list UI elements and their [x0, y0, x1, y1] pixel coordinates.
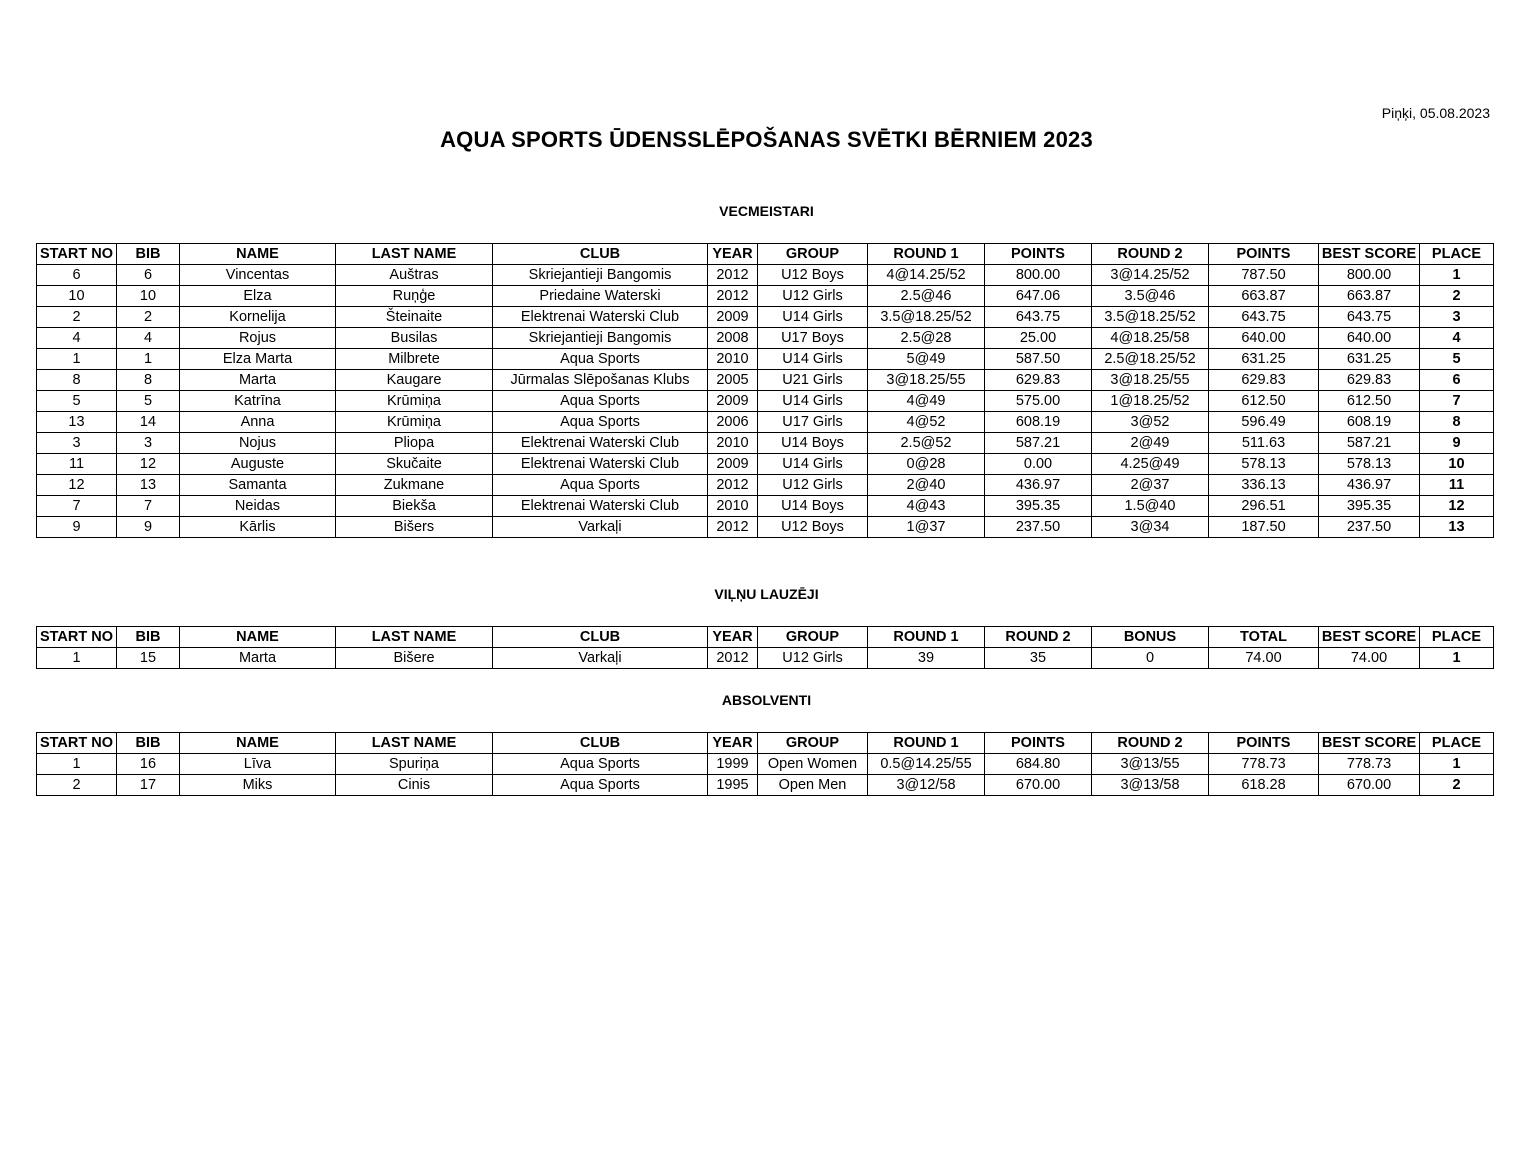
column-header: GROUP [758, 244, 868, 265]
table-row [37, 370, 1494, 391]
table-cell: 74.00 [1319, 648, 1420, 669]
table-cell: 74.00 [1209, 648, 1319, 669]
table-cell: Open Women [758, 754, 868, 775]
column-header: BEST SCORE [1319, 627, 1420, 648]
table-cell: Elektrenai Waterski Club [493, 454, 708, 475]
table-cell: 1 [1420, 754, 1494, 775]
table-cell: U17 Boys [758, 328, 868, 349]
table-cell: 2.5@52 [868, 433, 985, 454]
table-cell: 15 [117, 648, 180, 669]
table-cell: 629.83 [985, 370, 1092, 391]
table-cell: 13 [37, 412, 117, 433]
column-header: BIB [117, 627, 180, 648]
table-row [37, 496, 1494, 517]
table-cell: 2 [1420, 775, 1494, 796]
column-header: BEST SCORE [1319, 244, 1420, 265]
table-cell: 1@37 [868, 517, 985, 538]
table-row [37, 349, 1494, 370]
table-cell: 2 [117, 307, 180, 328]
table-cell: 237.50 [1319, 517, 1420, 538]
table-cell: 9 [1420, 433, 1494, 454]
table-cell: 2 [1420, 286, 1494, 307]
table-cell: 2006 [708, 412, 758, 433]
table-cell: 8 [117, 370, 180, 391]
table-row [37, 286, 1494, 307]
table-cell: Aqua Sports [493, 349, 708, 370]
table-cell: 2010 [708, 496, 758, 517]
table-row [37, 775, 1494, 796]
column-header: BONUS [1092, 627, 1209, 648]
table-cell: 0.00 [985, 454, 1092, 475]
column-header: START NO [37, 627, 117, 648]
table-cell: 187.50 [1209, 517, 1319, 538]
table-cell: 1@18.25/52 [1092, 391, 1209, 412]
table-cell: Aqua Sports [493, 391, 708, 412]
table-cell: 6 [37, 265, 117, 286]
table-cell: Bišere [336, 648, 493, 669]
table-cell: Bišers [336, 517, 493, 538]
section-title-absolventi: ABSOLVENTI [721, 692, 812, 708]
table-cell: 6 [117, 265, 180, 286]
table-header-row [37, 627, 1494, 648]
column-header: LAST NAME [336, 627, 493, 648]
table-cell: Katrīna [180, 391, 336, 412]
table-cell: 587.21 [1319, 433, 1420, 454]
table-cell: 2@37 [1092, 475, 1209, 496]
table-cell: Kornelija [180, 307, 336, 328]
table-cell: 3@13/55 [1092, 754, 1209, 775]
table-cell: Neidas [180, 496, 336, 517]
table-cell: 8 [1420, 412, 1494, 433]
table-cell: 25.00 [985, 328, 1092, 349]
table-cell: 16 [117, 754, 180, 775]
table-cell: Varkaļi [493, 517, 708, 538]
table-row [37, 391, 1494, 412]
table-cell: 587.21 [985, 433, 1092, 454]
column-header: NAME [180, 244, 336, 265]
table-cell: 2012 [708, 286, 758, 307]
column-header: CLUB [493, 244, 708, 265]
table-row [37, 475, 1494, 496]
table-cell: U14 Girls [758, 454, 868, 475]
table-cell: 787.50 [1209, 265, 1319, 286]
table-cell: 2009 [708, 454, 758, 475]
table-cell: 0 [1092, 648, 1209, 669]
table-cell: Busilas [336, 328, 493, 349]
table-cell: Aqua Sports [493, 754, 708, 775]
table-cell: Auguste [180, 454, 336, 475]
table-cell: 10 [1420, 454, 1494, 475]
table-cell: Līva [180, 754, 336, 775]
table-cell: 663.87 [1209, 286, 1319, 307]
table-cell: U12 Boys [758, 265, 868, 286]
table-cell: 1 [1420, 265, 1494, 286]
table-cell: Auštras [336, 265, 493, 286]
column-header: ROUND 1 [868, 627, 985, 648]
table-cell: 631.25 [1209, 349, 1319, 370]
table-cell: Skriejantieji Bangomis [493, 328, 708, 349]
section-title-vecmeistari: VECMEISTARI [719, 203, 814, 219]
table-cell: Krūmiņa [336, 412, 493, 433]
table-cell: Aqua Sports [493, 412, 708, 433]
table-cell: 3@34 [1092, 517, 1209, 538]
column-header: POINTS [985, 733, 1092, 754]
table-cell: 5 [117, 391, 180, 412]
column-header: NAME [180, 627, 336, 648]
column-header: YEAR [708, 244, 758, 265]
table-cell: 2.5@28 [868, 328, 985, 349]
table-cell: 10 [117, 286, 180, 307]
table-cell: 17 [117, 775, 180, 796]
table-cell: 4 [37, 328, 117, 349]
table-cell: 1 [37, 648, 117, 669]
table-cell: 670.00 [985, 775, 1092, 796]
column-header: GROUP [758, 627, 868, 648]
table-cell: 3@18.25/55 [1092, 370, 1209, 391]
column-header: GROUP [758, 733, 868, 754]
table-row [37, 412, 1494, 433]
date-location: Piņķi, 05.08.2023 [1381, 105, 1490, 121]
table-cell: 2010 [708, 349, 758, 370]
column-header: YEAR [708, 733, 758, 754]
table-cell: 7 [1420, 391, 1494, 412]
table-cell: 1999 [708, 754, 758, 775]
table-cell: 336.13 [1209, 475, 1319, 496]
table-cell: 3 [117, 433, 180, 454]
table-cell: 2@49 [1092, 433, 1209, 454]
section-title-vilnu-lauzeji: VIĻŅU LAUZĒJI [714, 586, 819, 602]
table-cell: 4.25@49 [1092, 454, 1209, 475]
table-cell: Kaugare [336, 370, 493, 391]
table-cell: 2012 [708, 265, 758, 286]
table-cell: Spuriņa [336, 754, 493, 775]
table-cell: 6 [1420, 370, 1494, 391]
table-cell: Jūrmalas Slēpošanas Klubs [493, 370, 708, 391]
table-cell: 3 [37, 433, 117, 454]
table-cell: Priedaine Waterski [493, 286, 708, 307]
table-cell: Krūmiņa [336, 391, 493, 412]
table-row [37, 517, 1494, 538]
table-cell: 643.75 [985, 307, 1092, 328]
column-header: ROUND 1 [868, 733, 985, 754]
table-cell: Kārlis [180, 517, 336, 538]
column-header: ROUND 1 [868, 244, 985, 265]
table-cell: 4@52 [868, 412, 985, 433]
table-cell: Rojus [180, 328, 336, 349]
table-cell: 1995 [708, 775, 758, 796]
table-cell: 3@13/58 [1092, 775, 1209, 796]
table-cell: 643.75 [1209, 307, 1319, 328]
table-cell: 296.51 [1209, 496, 1319, 517]
column-header: BIB [117, 733, 180, 754]
table-cell: Samanta [180, 475, 336, 496]
column-header: CLUB [493, 733, 708, 754]
table-cell: 640.00 [1209, 328, 1319, 349]
table-cell: 629.83 [1209, 370, 1319, 391]
table-cell: 3@18.25/55 [868, 370, 985, 391]
table-cell: 612.50 [1319, 391, 1420, 412]
table-cell: 436.97 [985, 475, 1092, 496]
table-cell: 629.83 [1319, 370, 1420, 391]
table-cell: Elza [180, 286, 336, 307]
table-cell: 2005 [708, 370, 758, 391]
results-table-vecmeistari [36, 243, 1494, 538]
table-cell: 1 [117, 349, 180, 370]
table-cell: Nojus [180, 433, 336, 454]
table-cell: 2009 [708, 307, 758, 328]
table-cell: Aqua Sports [493, 775, 708, 796]
table-cell: Varkaļi [493, 648, 708, 669]
table-cell: 4@18.25/58 [1092, 328, 1209, 349]
table-cell: 2012 [708, 517, 758, 538]
column-header: POINTS [1209, 244, 1319, 265]
table-cell: Elektrenai Waterski Club [493, 433, 708, 454]
table-cell: 3@52 [1092, 412, 1209, 433]
table-cell: U17 Girls [758, 412, 868, 433]
table-row [37, 265, 1494, 286]
column-header: LAST NAME [336, 733, 493, 754]
table-cell: Zukmane [336, 475, 493, 496]
table-cell: 608.19 [1319, 412, 1420, 433]
table-cell: 1 [37, 349, 117, 370]
table-cell: 0@28 [868, 454, 985, 475]
table-row [37, 454, 1494, 475]
table-cell: 237.50 [985, 517, 1092, 538]
table-cell: 8 [37, 370, 117, 391]
column-header: POINTS [985, 244, 1092, 265]
column-header: LAST NAME [336, 244, 493, 265]
table-cell: 11 [37, 454, 117, 475]
table-cell: 596.49 [1209, 412, 1319, 433]
table-cell: 4 [117, 328, 180, 349]
table-cell: U14 Girls [758, 307, 868, 328]
table-cell: Šteinaite [336, 307, 493, 328]
table-cell: U12 Girls [758, 286, 868, 307]
table-cell: Open Men [758, 775, 868, 796]
table-cell: 778.73 [1319, 754, 1420, 775]
table-cell: U12 Girls [758, 475, 868, 496]
table-cell: 2.5@18.25/52 [1092, 349, 1209, 370]
results-table-absolventi [36, 732, 1494, 796]
column-header: BEST SCORE [1319, 733, 1420, 754]
column-header: START NO [37, 733, 117, 754]
table-row [37, 754, 1494, 775]
column-header: YEAR [708, 627, 758, 648]
table-cell: 39 [868, 648, 985, 669]
table-cell: 13 [117, 475, 180, 496]
table-cell: 35 [985, 648, 1092, 669]
table-row [37, 433, 1494, 454]
table-cell: 643.75 [1319, 307, 1420, 328]
table-cell: 2 [37, 307, 117, 328]
table-cell: 12 [117, 454, 180, 475]
table-cell: 1.5@40 [1092, 496, 1209, 517]
column-header: ROUND 2 [1092, 244, 1209, 265]
table-cell: 10 [37, 286, 117, 307]
results-table-vilnu-lauzeji [36, 626, 1494, 669]
column-header: BIB [117, 244, 180, 265]
table-cell: 2010 [708, 433, 758, 454]
table-cell: 2@40 [868, 475, 985, 496]
table-cell: Marta [180, 370, 336, 391]
column-header: TOTAL [1209, 627, 1319, 648]
table-cell: Marta [180, 648, 336, 669]
table-cell: 575.00 [985, 391, 1092, 412]
table-cell: 5 [37, 391, 117, 412]
table-cell: 2.5@46 [868, 286, 985, 307]
table-cell: Anna [180, 412, 336, 433]
table-row [37, 328, 1494, 349]
table-cell: Ruņģe [336, 286, 493, 307]
table-cell: Cinis [336, 775, 493, 796]
table-cell: Vincentas [180, 265, 336, 286]
table-cell: 3.5@18.25/52 [868, 307, 985, 328]
table-cell: 14 [117, 412, 180, 433]
column-header: PLACE [1420, 733, 1494, 754]
table-cell: 2012 [708, 475, 758, 496]
table-cell: 778.73 [1209, 754, 1319, 775]
document-title: AQUA SPORTS ŪDENSSLĒPOŠANAS SVĒTKI BĒRNIEM 2023 [440, 127, 1093, 152]
table-cell: 2009 [708, 391, 758, 412]
table-cell: 12 [1420, 496, 1494, 517]
table-cell: 3@14.25/52 [1092, 265, 1209, 286]
table-cell: Elza Marta [180, 349, 336, 370]
table-cell: 9 [37, 517, 117, 538]
table-cell: 608.19 [985, 412, 1092, 433]
table-cell: U12 Boys [758, 517, 868, 538]
table-cell: 3@12/58 [868, 775, 985, 796]
table-cell: U14 Girls [758, 349, 868, 370]
column-header: PLACE [1420, 627, 1494, 648]
table-cell: U12 Girls [758, 648, 868, 669]
table-cell: 684.80 [985, 754, 1092, 775]
table-row [37, 307, 1494, 328]
table-cell: 2012 [708, 648, 758, 669]
table-cell: Skriejantieji Bangomis [493, 265, 708, 286]
table-cell: 3.5@46 [1092, 286, 1209, 307]
table-cell: Biekša [336, 496, 493, 517]
table-cell: 4@43 [868, 496, 985, 517]
table-cell: Skučaite [336, 454, 493, 475]
table-cell: 511.63 [1209, 433, 1319, 454]
table-cell: 612.50 [1209, 391, 1319, 412]
table-cell: 12 [37, 475, 117, 496]
table-cell: Aqua Sports [493, 475, 708, 496]
table-cell: 800.00 [985, 265, 1092, 286]
table-cell: 3 [1420, 307, 1494, 328]
table-cell: 4@14.25/52 [868, 265, 985, 286]
table-cell: 631.25 [1319, 349, 1420, 370]
table-cell: 578.13 [1209, 454, 1319, 475]
table-cell: 587.50 [985, 349, 1092, 370]
table-cell: Elektrenai Waterski Club [493, 307, 708, 328]
table-cell: U14 Boys [758, 496, 868, 517]
table-cell: 2008 [708, 328, 758, 349]
table-cell: 0.5@14.25/55 [868, 754, 985, 775]
column-header: NAME [180, 733, 336, 754]
column-header: START NO [37, 244, 117, 265]
table-cell: U21 Girls [758, 370, 868, 391]
table-cell: 11 [1420, 475, 1494, 496]
column-header: PLACE [1420, 244, 1494, 265]
table-cell: 9 [117, 517, 180, 538]
table-cell: U14 Boys [758, 433, 868, 454]
table-header-row [37, 244, 1494, 265]
table-cell: 647.06 [985, 286, 1092, 307]
table-cell: 5 [1420, 349, 1494, 370]
table-cell: 436.97 [1319, 475, 1420, 496]
table-cell: 670.00 [1319, 775, 1420, 796]
table-cell: 4@49 [868, 391, 985, 412]
table-cell: 800.00 [1319, 265, 1420, 286]
table-cell: 4 [1420, 328, 1494, 349]
column-header: ROUND 2 [1092, 733, 1209, 754]
table-cell: 640.00 [1319, 328, 1420, 349]
table-cell: 618.28 [1209, 775, 1319, 796]
table-cell: 1 [37, 754, 117, 775]
table-cell: 395.35 [985, 496, 1092, 517]
table-cell: 663.87 [1319, 286, 1420, 307]
table-cell: Milbrete [336, 349, 493, 370]
table-cell: 2 [37, 775, 117, 796]
table-cell: Elektrenai Waterski Club [493, 496, 708, 517]
table-cell: 13 [1420, 517, 1494, 538]
table-cell: Miks [180, 775, 336, 796]
table-cell: 7 [117, 496, 180, 517]
column-header: ROUND 2 [985, 627, 1092, 648]
table-cell: U14 Girls [758, 391, 868, 412]
table-cell: 7 [37, 496, 117, 517]
table-cell: 578.13 [1319, 454, 1420, 475]
table-cell: 1 [1420, 648, 1494, 669]
column-header: CLUB [493, 627, 708, 648]
table-cell: 5@49 [868, 349, 985, 370]
column-header: POINTS [1209, 733, 1319, 754]
table-cell: 395.35 [1319, 496, 1420, 517]
table-header-row [37, 733, 1494, 754]
table-cell: 3.5@18.25/52 [1092, 307, 1209, 328]
table-row [37, 648, 1494, 669]
table-cell: Pliopa [336, 433, 493, 454]
